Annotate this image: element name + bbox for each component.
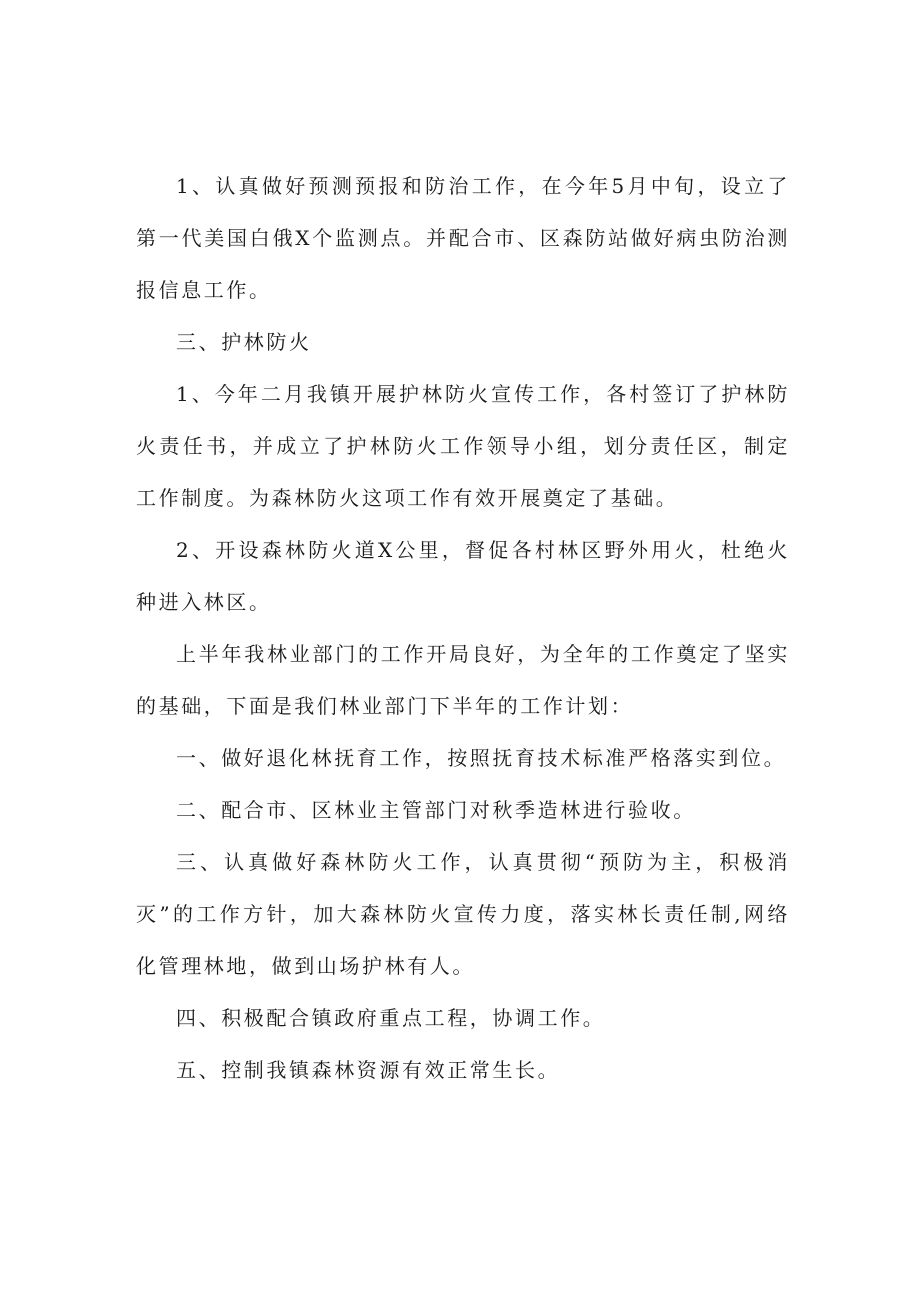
paragraph-summary: 上半年我林业部门的工作开局良好，为全年的工作奠定了坚实的基础，下面是我们林业部门下半年的工作计划： [136, 642, 790, 718]
document-page [136, 160, 790, 1096]
plan-item-3: 三、认真做好森林防火工作，认真贯彻“预防为主，积极消灭”的工作方针，加大森林防火宣传力度，落实林长责任制,网络化管理林地，做到山场护林有人。 [136, 850, 790, 978]
section-heading-forest-fire: 三、护林防火 [176, 330, 312, 354]
plan-item-1: 一、做好退化林抚育工作，按照抚育技术标准严格落实到位。 [176, 746, 787, 770]
plan-item-2: 二、配合市、区林业主管部门对秋季造林进行验收。 [176, 798, 696, 822]
plan-item-4: 四、积极配合镇政府重点工程，协调工作。 [176, 1006, 606, 1030]
paragraph-fire-publicity: 1、今年二月我镇开展护林防火宣传工作，各村签订了护林防火责任书，并成立了护林防火工作领导小组，划分责任区，制定工作制度。为森林防火这项工作有效开展奠定了基础。 [136, 382, 790, 510]
plan-item-5: 五、控制我镇森林资源有效正常生长。 [176, 1058, 561, 1082]
paragraph-firebreak: 2、开设森林防火道X公里，督促各村林区野外用火，杜绝火种进入林区。 [136, 538, 790, 614]
paragraph-monitoring: 1、认真做好预测预报和防治工作，在今年5月中旬，设立了第一代美国白俄X个监测点。并配合市、区森防站做好病虫防治测报信息工作。 [136, 174, 790, 302]
